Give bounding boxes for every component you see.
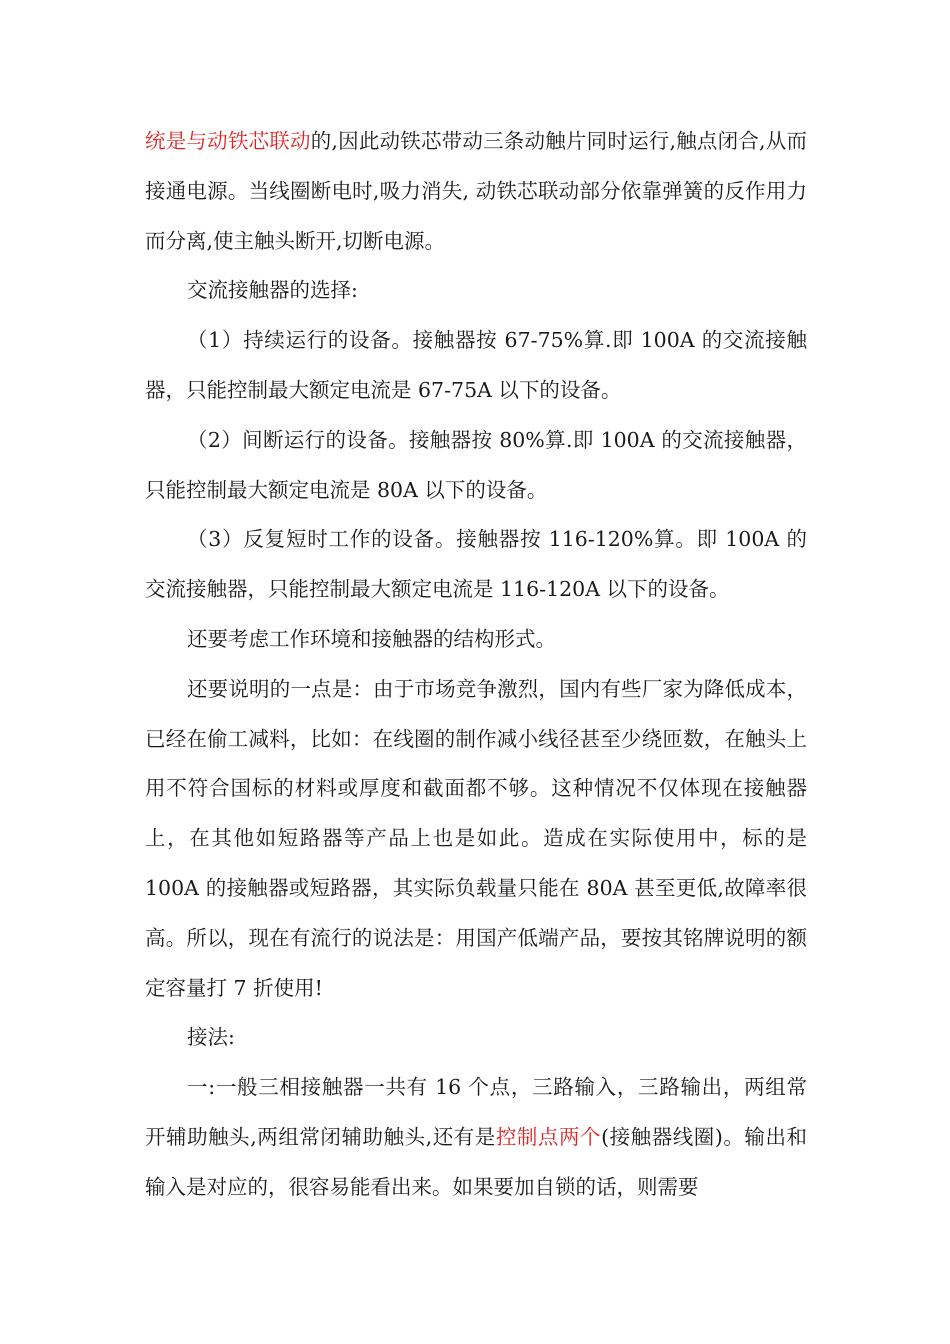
section-heading-wiring [145, 1013, 807, 1063]
paragraph-quality-note [145, 665, 807, 1014]
paragraph-continuous-operation [145, 316, 807, 416]
paragraph-text: 还要考虑工作环境和接触器的结构形式。 [187, 626, 556, 651]
section-heading-selection [145, 266, 807, 316]
paragraph-text: （1）持续运行的设备。接触器按 67-75%算.即 100A 的交流接触器，只能控制最大额定电流是 67-75A 以下的设备。 [145, 328, 807, 402]
paragraph-text: 还要说明的一点是：由于市场竞争激烈，国内有些厂家为降低成本，已经在偷工减料，比如：在线圈的制作减小线径甚至少绕匝数，在触头上用不符合国标的材料或厚度和截面都不够。这种情况不仅体现在接触器上，在其他如短路器等产品上也是如此。造成在实际使用中，标的是 100A 的接触器或短路器，其实际负载量只能在 80A 甚至更低,故障率很高。所以，现在有流行的说法是：用国产低端产品，要按其铭牌说明的额定容量打 7 折使用! [145, 676, 807, 1000]
document-body [145, 117, 807, 1213]
paragraph-text: 的,因此动铁芯带动三条动触片同时运行,触点闭合,从而接通电源。当线圈断电时,吸力消失, 动铁芯联动部分依靠弹簧的反作用力而分离,使主触头断开,切断电源。 [145, 129, 807, 253]
paragraph-wiring-points [145, 1063, 807, 1212]
paragraph-text: 交流接触器的选择: [187, 278, 358, 303]
paragraph-short-time-operation [145, 515, 807, 615]
paragraph-text: (接触器线圈)。输出和输入是对应的，很容易能看出来。如果要加自锁的话，则需要 [145, 1124, 807, 1199]
paragraph-text: 接法: [187, 1025, 235, 1050]
highlighted-text: 控制点两个 [495, 1124, 602, 1149]
paragraph-text: （2）间断运行的设备。接触器按 80%算.即 100A 的交流接触器，只能控制最大额定电流是 80A 以下的设备。 [145, 427, 807, 502]
highlighted-text: 统是与动铁芯联动 [145, 129, 311, 153]
paragraph-environment [145, 615, 807, 665]
paragraph-text: 一:一般三相接触器一共有 16 个点，三路输入，三路输出，两组常开辅助触头,两组常闭辅助触头,还有是 [145, 1075, 807, 1149]
paragraph-contactor-operation [145, 117, 807, 266]
paragraph-text: （3）反复短时工作的设备。接触器按 116-120%算。即 100A 的交流接触器，只能控制最大额定电流是 116-120A 以下的设备。 [145, 527, 807, 602]
paragraph-intermittent-operation [145, 416, 807, 516]
